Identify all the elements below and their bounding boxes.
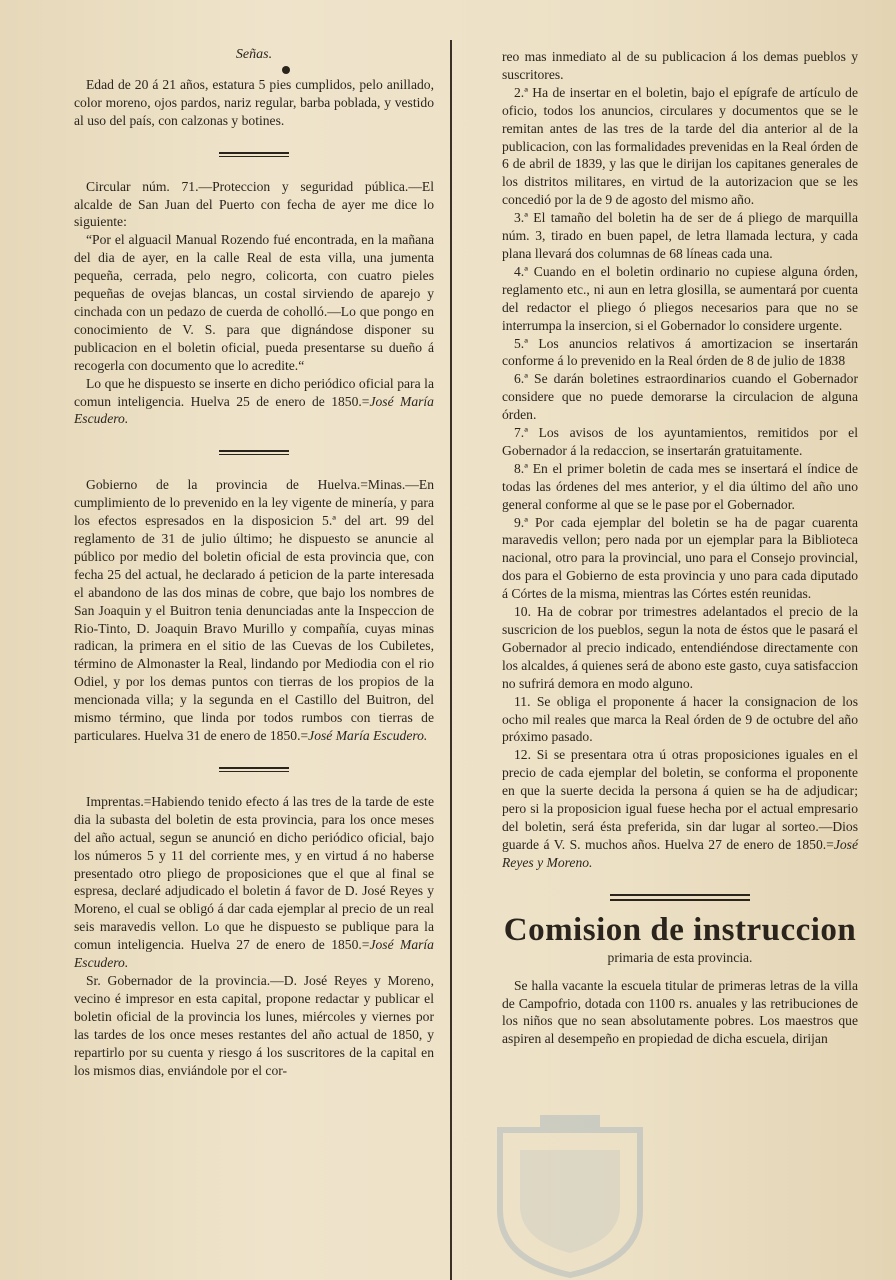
- item-12-signature: José Reyes y Moreno.: [502, 836, 858, 870]
- imprentas-body: Imprentas.=Habiendo tenido efecto á las tres de la tarde de este dia la subasta del boletin de esta provincia, para los once meses del año actual, segun se anunció en dicho periódico oficial, bajo los números 5 y 11 del corriente mes, y en virtud á no haberse presentado otro pliego de proposiciones que el que al final se espresa, declaré adjudicado el boletin á favor de D. José Reyes y Moreno, el cual se obligó á dar cada ejemplar al precio de un real seis maravedis vellon. Lo que he dispuesto se publique para la comun inteligencia. Huelva 27 de enero de 1850.: [74, 793, 434, 953]
- list-item: 5.ª Los anuncios relativos á amortizacion se insertarán conforme á lo prevenido en la Real órden de 8 de julio de 1838: [502, 335, 858, 369]
- library-stamp-watermark: [480, 1110, 660, 1280]
- senas-title: Señas.: [235, 47, 273, 62]
- senas-text: Edad de 20 á 21 años, estatura 5 pies cumplidos, pelo anillado, color moreno, ojos pardos, nariz regular, barba poblada, y vestido al uso del país, con calzonas y botines.: [74, 76, 434, 128]
- section-heading: Comision de instruccion: [503, 911, 857, 948]
- list-item: 4.ª Cuando en el boletin ordinario no cupiese alguna órden, reglamento etc., ni aun en letra glosilla, se aumentará por cuenta del redactor el pliego ó pliegos necesarios para que no se interrumpa la insercion, si el Gobernador lo considere urgente.: [502, 263, 858, 333]
- list-item: 8.ª En el primer boletin de cada mes se insertará el índice de todas las órdenes del mes anterior, y el dia último del año uno general conforme al que se le pase por el Gobernador.: [502, 460, 858, 512]
- list-item: 6.ª Se darán boletines estraordinarios cuando el Gobernador considere que no puede demorarse la circulacion de alguna órden.: [502, 371, 858, 423]
- minas-text: Gobierno de la provincia de Huelva.=Minas.—En cumplimiento de lo prevenido en la ley vigente de minería, y para los efectos espresados en la disposicion 5.ª del art. 99 del reglamento de 31 de julio último; he dispuesto se anuncie al público por medio del boletin oficial de esta provincia que, con fecha 25 del actual, he declarado á peticion de la parte interesada el abandono de las dos minas de cobre, que bajo los nombres de San Joaquin y el Buitron tenia denunciadas ante la Inspeccion de Rio-Tinto, D. Joaquin Bravo Murillo y compañía, cuyas minas radican, la primera en el sitio de las Cuevas de los Cubiletes, término de Almonaster la Real, lindando por Mediodia con el rio Odiel, y por los demas puntos con tierras de los propios de la mencionada villa; y la segunda en el Castillo del Buitron, del mismo término, que linda por todos rumbos con tierras de particulares. Huelva 31 de enero de 1850.=José María Escudero.: [74, 477, 434, 743]
- list-item: 2.ª Ha de insertar en el boletin, bajo el epígrafe de artículo de oficio, todos los anuncios, circulares y documentos que se le remitan antes de las tres de la tarde del dia anterior al de la publicacion, con las formalidades prevenidas en la Real órden de 6 de abril de 1839, y las que le dirijan los capitanes generales de los distritos militares, en virtud de la autorizacion que se les concedió por la de 9 de agosto del mismo año.: [502, 84, 858, 208]
- double-rule: [610, 894, 750, 901]
- continued-text: reo mas inmediato al de su publicacion á los demas pueblos y suscritores.: [502, 49, 858, 82]
- section-rule: [219, 152, 289, 158]
- column-divider: [450, 40, 452, 1280]
- list-item: 11. Se obliga el proponente á hacer la consignacion de los ocho mil reales que marca la Real órden de 9 de octubre del año próximo pasado.: [502, 693, 858, 745]
- right-column: [502, 48, 858, 1280]
- section-rule: [219, 767, 289, 773]
- item-12-text: 12. Si se presentara otra ú otras proposiciones iguales en el precio de cada ejemplar del boletin, se conforma el proponente en que la suerte decida la persona á quien se ha de adjudicar; pero si la proposicion igual fuese hecha por el actual empresario del boletin, será ésta preferida, sin dar lugar al sorteo.—Dios guarde á V. S. muchos años. Huelva 27 de enero de 1850.: [502, 747, 858, 852]
- circular-intro: Circular núm. 71.—Proteccion y seguridad pública.—El alcalde de San Juan del Puerto con fecha de ayer me dice lo siguiente:: [74, 178, 434, 230]
- circular-close: Lo que he dispuesto se inserte en dicho periódico oficial para la comun inteligencia. Huelva 25 de enero de 1850.=José María Escudero.: [74, 375, 434, 427]
- ink-dot: [282, 66, 290, 74]
- sr-gobernador-text: Sr. Gobernador de la provincia.—D. José Reyes y Moreno, vecino é impresor en esta capital, propone redactar y publicar el boletin oficial de la provincia los lunes, miércoles y viernes por las tardes de los once meses restantes del año actual de 1850, y repartirlo por su cuenta y riesgo á los suscritores de la capital en los mismos dias, enviándole por el cor-: [74, 972, 434, 1078]
- imprentas-text: Imprentas.=Habiendo tenido efecto á las tres de la tarde de este dia la subasta del boletin de esta provincia, para los once meses del año actual, segun se anunció en dicho periódico oficial, bajo los números 5 y 11 del corriente mes, y en virtud á no haberse presentado otro pliego de proposiciones que el que al final se espresa, declaré adjudicado el boletin á favor de D. José Reyes y Moreno, el cual se obligó á dar cada ejemplar al precio de un real seis maravedis vellon. Lo que he dispuesto se publique para la comun inteligencia. Huelva 27 de enero de 1850.=José María Escudero.: [74, 793, 434, 971]
- section-rule: [219, 450, 289, 456]
- circular-signature: José María Escudero.: [74, 393, 434, 427]
- left-column: [74, 46, 434, 1280]
- minas-body: Gobierno de la provincia de Huelva.=Minas.—En cumplimiento de lo prevenido en la ley vigente de minería, y para los efectos espresados en la disposicion 5.ª del art. 99 del reglamento de 31 de julio último; he dispuesto se anuncie al público por medio del boletin oficial de esta provincia que, con fecha 25 del actual, he declarado á peticion de la parte interesada el abandono de las dos minas de cobre, que bajo los nombres de San Joaquin y el Buitron tenia denunciadas ante la Inspeccion de Rio-Tinto, D. Joaquin Bravo Murillo y compañía, cuyas minas radican, la primera en el sitio de las Cuevas de los Cubiletes, término de Almonaster la Real, lindando por Mediodia con el rio Odiel, y por los demas puntos con tierras de los propios de la mencionada villa; y la segunda en el Castillo del Buitron, del mismo término, que linda por todos rumbos con tierras de particulares. Huelva 31 de enero de 1850.: [74, 477, 434, 743]
- minas-signature: José María Escudero.: [308, 728, 428, 743]
- vacancy-text: Se halla vacante la escuela titular de primeras letras de la villa de Campofrio, dotada con 1100 rs. anuales y las retribuciones de los niños que no sean absolutamente pobres. Los maestros que aspiren al desempeño en propiedad de dicha escuela, dirijan: [502, 977, 858, 1047]
- list-item: 12. Si se presentara otra ú otras proposiciones iguales en el precio de cada ejemplar del boletin, se conforma el proponente en que la suerte decida la persona á quien se ha de adjudicar; pero si la proposicion igual fuese hecha por el actual empresario del boletin, será ésta preferida, sin dar lugar al sorteo.—Dios guarde á V. S. muchos años. Huelva 27 de enero de 1850.=José Reyes y Moreno.: [502, 747, 858, 870]
- list-item: 9.ª Por cada ejemplar del boletin se ha de pagar cuarenta maravedis vellon; pero nada por un ejemplar para la Biblioteca nacional, otro para la provincial, uno para el Consejo provincial, dos para el Gobierno de esta provincia y uno para cada diputado á Córtes de la misma, mientras las Córtes estén reunidas.: [502, 514, 858, 602]
- circular-close-text: Lo que he dispuesto se inserte en dicho periódico oficial para la comun inteligencia. Huelva 25 de enero de 1850.: [74, 375, 434, 409]
- circular-quote: “Por el alguacil Manual Rozendo fué encontrada, en la mañana del dia de ayer, en la calle Real de esta villa, una jumenta pequeña, cerrada, pelo negro, colicorta, con cuatro pieles pequeñas de ovejas blancas, un costal sirviendo de aparejo y cinchada con un pedazo de cuerda de coholló.—Lo que pongo en conocimiento de V. S. para que dignándose disponer su publicacion en el boletin oficial, pueda presentarse su dueño á recogerla con documento que lo acredite.“: [74, 232, 434, 373]
- imprentas-signature: José María Escudero.: [74, 937, 434, 971]
- list-item: 10. Ha de cobrar por trimestres adelantados el precio de la suscricion de los pueblos, segun la nota de éstos que le pasará el Gobernador al precio indicado, entendiéndose directamente con los alcaldes, á quienes será de abono este gasto, cuya satisfaccion no sufrirá demora en modo alguno.: [502, 604, 858, 691]
- list-item: 3.ª El tamaño del boletin ha de ser de á pliego de marquilla núm. 3, tirado en buen papel, de letra llamada lectura, y cada plana llevará dos columnas de 68 líneas cada una.: [502, 210, 858, 261]
- section-subheading: primaria de esta provincia.: [607, 949, 753, 965]
- list-item: 7.ª Los avisos de los ayuntamientos, remitidos por el Gobernador á la redaccion, se insertarán gratuitamente.: [502, 425, 858, 458]
